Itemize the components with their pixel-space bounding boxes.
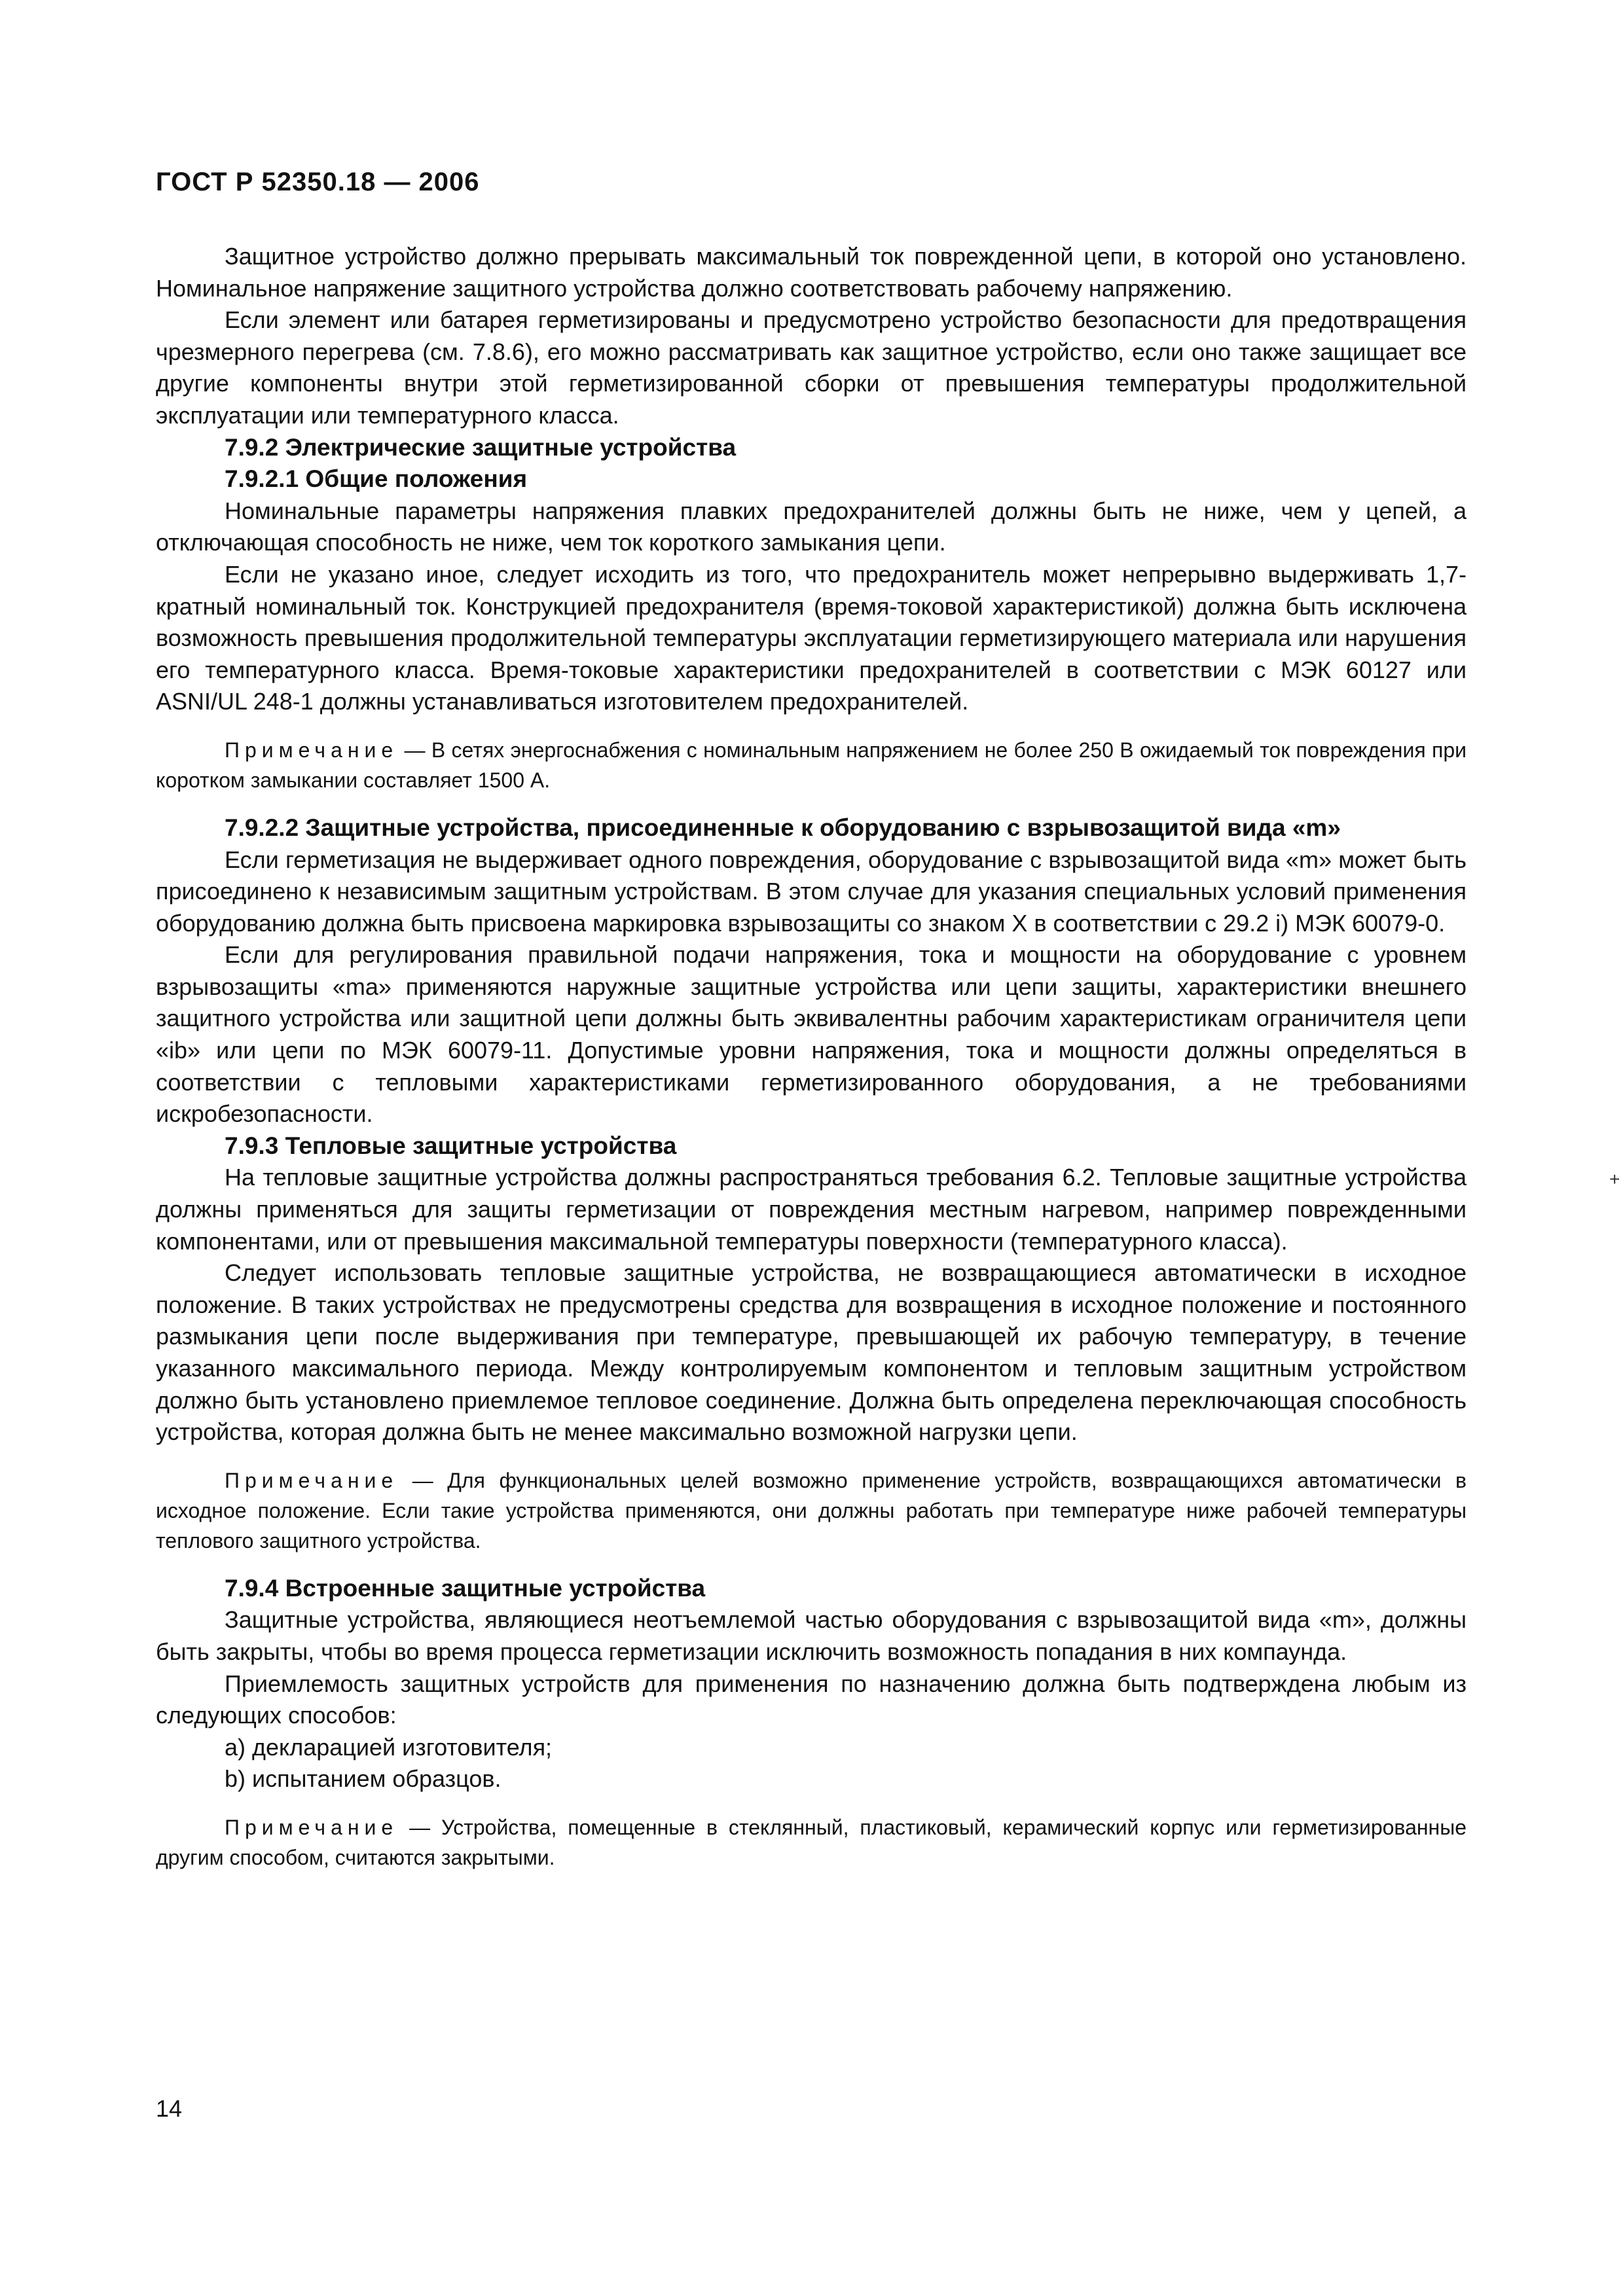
note-label: Примечание bbox=[225, 1815, 399, 1839]
document-body bbox=[156, 241, 1467, 1873]
list-item: b) испытанием образцов. bbox=[225, 1765, 501, 1793]
body-paragraph: На тепловые защитные устройства должны распространяться требования 6.2. Тепловые защитные устройства должны применяться для защиты герметизации от повреждения местным нагревом, например поврежденными компонентами, или от превышения максимальной температуры поверхности (температурного класса). bbox=[156, 1164, 1467, 1255]
document-header: ГОСТ Р 52350.18 — 2006 bbox=[156, 168, 480, 196]
document-page bbox=[156, 164, 1467, 1890]
section-heading: 7.9.2 Электрические защитные устройства bbox=[225, 433, 737, 461]
section-heading: 7.9.2.1 Общие положения bbox=[225, 465, 528, 493]
body-paragraph: Защитное устройство должно прерывать максимальный ток поврежденной цепи, в которой оно установлено. Номинальное напряжение защитного устройства должно соответствовать рабочему напряжению. bbox=[156, 243, 1467, 302]
section-heading: 7.9.3 Тепловые защитные устройства bbox=[225, 1132, 677, 1159]
note-paragraph bbox=[156, 1465, 1467, 1556]
body-paragraph: Если герметизация не выдерживает одного повреждения, оборудование с взрывозащитой вида «m» может быть присоединено к независимым защитным устройствам. В этом случае для указания специальных условий применения оборудованию должна быть присвоена маркировка взрывозащиты со знаком X в соответствии с 29.2 i) МЭК 60079-0. bbox=[156, 846, 1467, 937]
body-paragraph: Если для регулирования правильной подачи напряжения, тока и мощности на оборудование с уровнем взрывозащиты «ma» применяются наружные защитные устройства или цепи защиты, характеристики внешнего защитного устройства или защитной цепи должны быть эквивалентны рабочим характеристикам ограничителя цепи «ib» или цепи по МЭК 60079-11. Допустимые уровни напряжения, тока и мощности должны определяться в соответствии с тепловыми характеристиками герметизированного оборудования, а не требованиями искробезопасности. bbox=[156, 941, 1467, 1128]
note-paragraph bbox=[156, 1812, 1467, 1873]
note-text: — Для функциональных целей возможно применение устройств, возвращающихся автоматически в исходное положение. Если такие устройства применяются, они должны работать при температуре ниже рабочей температуры теплового защитного устройства. bbox=[156, 1468, 1467, 1552]
body-paragraph: Приемлемость защитных устройств для применения по назначению должна быть подтверждена любым из следующих способов: bbox=[156, 1670, 1467, 1729]
page-number: 14 bbox=[156, 2095, 183, 2122]
body-paragraph: Защитные устройства, являющиеся неотъемлемой частью оборудования с взрывозащитой вида «m», должны быть закрыты, чтобы во время процесса герметизации исключить возможность попадания в них компаунда. bbox=[156, 1606, 1467, 1665]
note-text: — В сетях энергоснабжения с номинальным напряжением не более 250 В ожидаемый ток повреждения при коротком замыкании составляет 1500 А. bbox=[156, 738, 1467, 792]
note-paragraph bbox=[156, 735, 1467, 795]
body-paragraph: Номинальные параметры напряжения плавких предохранителей должны быть не ниже, чем у цепей, а отключающая способность не ниже, чем ток короткого замыкания цепи. bbox=[156, 497, 1467, 556]
body-paragraph: Если не указано иное, следует исходить из того, что предохранитель может непрерывно выдерживать 1,7-кратный номинальный ток. Конструкцией предохранителя (время-токовой характеристикой) должна быть исключена возможность превышения продолжительной температуры эксплуатации герметизирующего материала или нарушения его температурного класса. Время-токовые характеристики предохранителей в соответствии с МЭК 60127 или ASNI/UL 248-1 должны устанавливаться изготовителем предохранителей. bbox=[156, 560, 1467, 715]
section-heading: 7.9.4 Встроенные защитные устройства bbox=[225, 1574, 706, 1602]
margin-mark: + bbox=[1609, 1169, 1620, 1189]
note-label: Примечание bbox=[225, 1468, 399, 1492]
note-label: Примечание bbox=[225, 738, 399, 762]
section-heading: 7.9.2.2 Защитные устройства, присоединенные к оборудованию с взрывозащитой вида «m» bbox=[225, 814, 1341, 841]
body-paragraph: Следует использовать тепловые защитные устройства, не возвращающиеся автоматически в исходное положение. В таких устройствах не предусмотрены средства для возвращения в исходное положение и постоянного размыкания цепи после выдерживания при температуре, превышающей их рабочую температуру, в течение указанного максимального периода. Между контролируемым компонентом и тепловым защитным устройством должно быть установлено приемлемое тепловое соединение. Должна быть определена переключающая способность устройства, которая должна быть не менее максимально возможной нагрузки цепи. bbox=[156, 1259, 1467, 1446]
list-item: a) декларацией изготовителя; bbox=[225, 1733, 553, 1761]
body-paragraph: Если элемент или батарея герметизированы и предусмотрено устройство безопасности для предотвращения чрезмерного перегрева (см. 7.8.6), его можно рассматривать как защитное устройство, если оно также защищает все другие компоненты внутри этой герметизированной сборки от превышения температуры продолжительной эксплуатации или температурного класса. bbox=[156, 306, 1467, 429]
note-text: — Устройства, помещенные в стеклянный, пластиковый, керамический корпус или герметизированные другим способом, считаются закрытыми. bbox=[156, 1815, 1467, 1869]
